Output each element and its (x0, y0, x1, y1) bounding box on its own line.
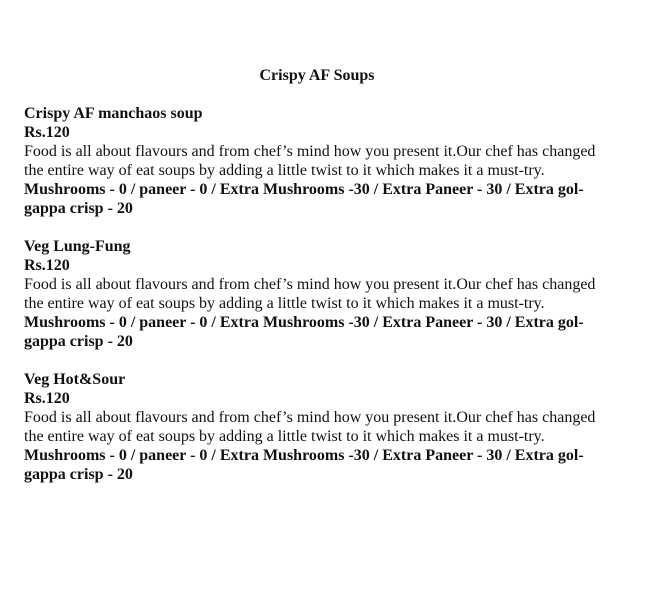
item-description: Food is all about flavours and from chef’s mind how you present it.Our chef has changed the entire way of eat soups by adding a little twist to it which makes it a must-try. (24, 143, 596, 179)
page-title: Crispy AF Soups (259, 67, 375, 84)
item-name: Veg Hot&Sour (24, 371, 126, 388)
item-options: Mushrooms - 0 / paneer - 0 / Extra Mushrooms -30 / Extra Paneer - 30 / Extra gol-gappa crisp - 20 (24, 181, 584, 217)
item-description: Food is all about flavours and from chef’s mind how you present it.Our chef has changed the entire way of eat soups by adding a little twist to it which makes it a must-try. (24, 409, 596, 445)
menu-item (24, 370, 604, 484)
item-name: Veg Lung-Fung (24, 238, 131, 255)
item-price: Rs.120 (24, 124, 70, 141)
item-price: Rs.120 (24, 390, 70, 407)
item-options: Mushrooms - 0 / paneer - 0 / Extra Mushrooms -30 / Extra Paneer - 30 / Extra gol-gappa crisp - 20 (24, 314, 584, 350)
item-description: Food is all about flavours and from chef’s mind how you present it.Our chef has changed the entire way of eat soups by adding a little twist to it which makes it a must-try. (24, 276, 596, 312)
item-price: Rs.120 (24, 257, 70, 274)
item-name: Crispy AF manchaos soup (24, 105, 203, 122)
menu-list (24, 104, 604, 503)
menu-item (24, 104, 604, 218)
item-options: Mushrooms - 0 / paneer - 0 / Extra Mushrooms -30 / Extra Paneer - 30 / Extra gol-gappa crisp - 20 (24, 447, 584, 483)
menu-item (24, 237, 604, 351)
